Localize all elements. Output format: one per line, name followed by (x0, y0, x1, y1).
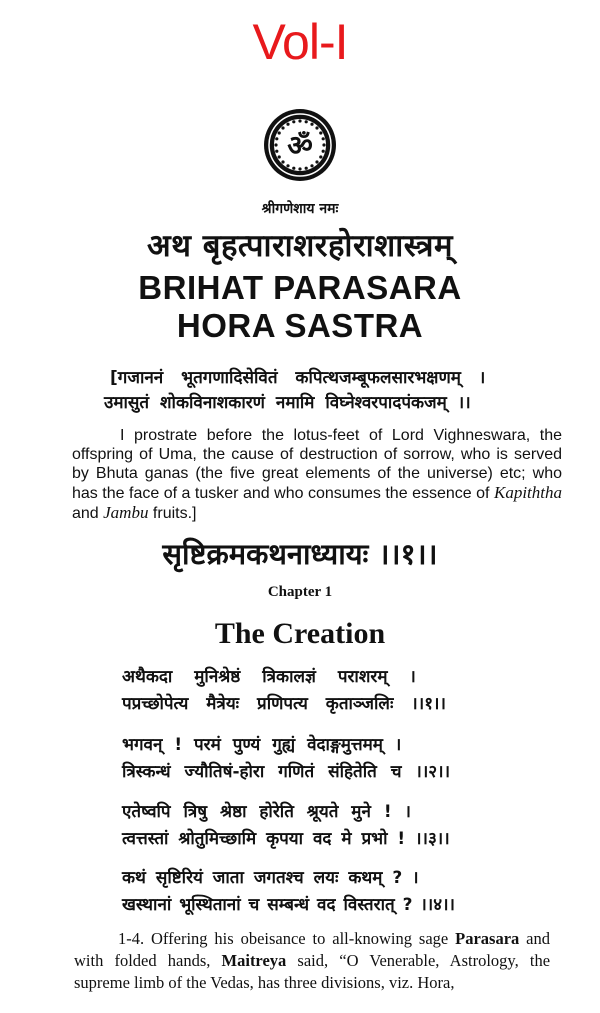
translation-text-2: and (72, 505, 104, 522)
verse-1-line2: पप्रच्छोपेत्य मैत्रेयः प्रणिपत्य कृताञ्जलिः ।।१।। (122, 694, 446, 714)
invocation-verse-line1: [गजाननं भूतगणादिसेवितं कपित्थजम्बूफलसारभक्षणम् । (110, 368, 486, 388)
translation-text-3: fruits.] (148, 505, 197, 522)
chapter-title-sanskrit: सृष्टिक्रमकथनाध्यायः ।।१।। (162, 537, 438, 571)
title-sanskrit: अथ बृहत्पाराशरहोराशास्त्रम् (146, 228, 453, 264)
verse-1-line1: अथैकदा मुनिश्रेष्ठं त्रिकालज्ञं पराशरम् । (122, 667, 416, 687)
commentary-text-1: 1-4. Offering his obeisance to all-knowing sage (118, 929, 456, 948)
om-symbol-icon (263, 108, 337, 182)
verse-3-line1: एतेष्वपि त्रिषु श्रेष्ठा होरेति श्रूयते मुने ! । (122, 802, 411, 822)
commentary-bold-maitreya: Maitreya (221, 951, 287, 970)
commentary-text-2: and with folded hands, (74, 929, 551, 970)
invocation-translation (72, 426, 562, 523)
invocation-verse-line2: उमासुतं शोकविनाशकारणं नमामि विघ्नेश्वरपादपंकजम् ।। (104, 393, 471, 413)
translation-italic-jambu: Jambu (103, 503, 149, 522)
invocation-text: श्रीगणेशाय नमः (261, 201, 339, 217)
verse-4-line2: खस्थानां भूस्थितानां च सम्बन्धं वद विस्तरात् ? ।।४।। (122, 895, 455, 915)
commentary-bold-parasara: Parasara (455, 929, 520, 948)
volume-label: Vol-I (252, 14, 348, 70)
verse-2-line2: त्रिस्कन्धं ज्यौतिषं-होरा गणितं संहितेति च ।।२।। (122, 762, 451, 782)
chapter-title-english: The Creation (214, 617, 386, 650)
title-english-line2: HORA SASTRA (176, 307, 424, 344)
commentary-text-3: said, “O Venerable, Astrology, the supreme limb of the Vedas, has three divisions, viz. Hora, (74, 951, 551, 992)
translation-text-1: I prostrate before the lotus-feet of Lord Vighneswara, the offspring of Uma, the cause of destruction of sorrow, who is served by Bhuta ganas (the five great elements of the universe) etc; who has the face of a tusker and who consumes the essence of (72, 427, 562, 502)
svg-text:ॐ: ॐ (287, 129, 313, 162)
chapter-number: Chapter 1 (267, 584, 333, 600)
title-english-line1: BRIHAT PARASARA (138, 269, 462, 306)
verse-2-line1: भगवन् ! परमं पुण्यं गुह्यं वेदाङ्गमुत्तमम् । (122, 735, 402, 755)
verse-3-line2: त्वत्तस्तां श्रोतुमिच्छामि कृपया वद मे प्रभो ! ।।३।। (122, 829, 450, 849)
translation-italic-kapiththa: Kapiththa (493, 483, 562, 502)
om-emblem-icon (263, 108, 337, 182)
verse-4-line1: कथं सृष्टिरियं जाता जगतश्च लयः कथम् ? । (122, 868, 419, 888)
verse-commentary (74, 928, 550, 994)
